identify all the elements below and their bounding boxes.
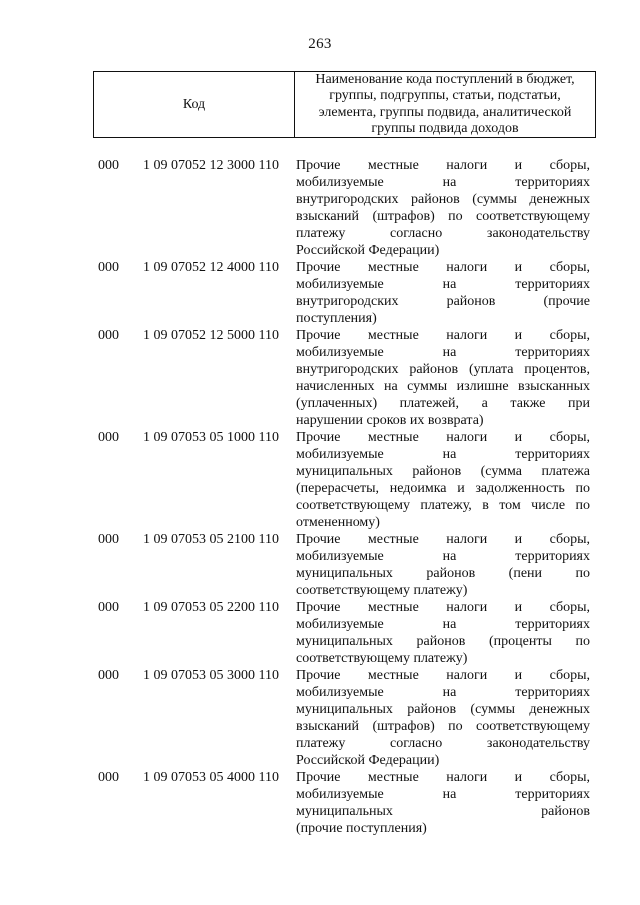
revenue-name-line: (уплаченных) платежей, а также при bbox=[296, 396, 590, 411]
revenue-name-line: платежу согласно законодательству bbox=[296, 736, 590, 751]
revenue-name bbox=[296, 429, 590, 531]
table-row bbox=[98, 429, 590, 531]
revenue-name-line: муниципальных районов (пени по bbox=[296, 566, 590, 581]
table-row bbox=[98, 157, 590, 259]
table-row bbox=[98, 327, 590, 429]
table-row bbox=[98, 531, 590, 599]
table-header bbox=[93, 71, 596, 138]
revenue-code: 1 09 07052 12 3000 110 bbox=[143, 158, 279, 173]
revenue-name-line: муниципальных районов (проценты по bbox=[296, 634, 590, 649]
revenue-name-line: Прочие местные налоги и сборы, bbox=[296, 430, 590, 445]
revenue-name-line: мобилизуемые на территориях bbox=[296, 447, 590, 462]
revenue-code: 1 09 07053 05 1000 110 bbox=[143, 430, 279, 445]
revenue-name-line: мобилизуемые на территориях bbox=[296, 345, 590, 360]
admin-code: 000 bbox=[98, 260, 119, 275]
revenue-name-line: муниципальных районов (сумма платежа bbox=[296, 464, 590, 479]
revenue-name-line: Прочие местные налоги и сборы, bbox=[296, 532, 590, 547]
admin-code: 000 bbox=[98, 158, 119, 173]
revenue-name-line: мобилизуемые на территориях bbox=[296, 277, 590, 292]
revenue-code: 1 09 07053 05 3000 110 bbox=[143, 668, 279, 683]
admin-code: 000 bbox=[98, 668, 119, 683]
revenue-name-line: Прочие местные налоги и сборы, bbox=[296, 668, 590, 683]
revenue-name-line: мобилизуемые на территориях bbox=[296, 175, 590, 190]
header-code: Код bbox=[94, 72, 295, 137]
revenue-name-line: Российской Федерации) bbox=[296, 243, 440, 258]
header-name-line: элемента, группы подвида, аналитической bbox=[318, 104, 572, 120]
admin-code: 000 bbox=[98, 328, 119, 343]
revenue-name bbox=[296, 667, 590, 769]
revenue-name-line: Прочие местные налоги и сборы, bbox=[296, 770, 590, 785]
revenue-name-line: мобилизуемые на территориях bbox=[296, 685, 590, 700]
revenue-name-line: мобилизуемые на территориях bbox=[296, 787, 590, 802]
revenue-name-line: Прочие местные налоги и сборы, bbox=[296, 600, 590, 615]
header-name-line: группы, подгруппы, статьи, подстатьи, bbox=[329, 88, 561, 103]
revenue-name-line: отмененному) bbox=[296, 515, 380, 530]
revenue-name-line: взысканий (штрафов) по соответствующему bbox=[296, 719, 590, 734]
revenue-name-line: начисленных на суммы излишне взысканных bbox=[296, 379, 590, 394]
revenue-name-line: муниципальных районов (суммы денежных bbox=[296, 702, 590, 717]
revenue-name bbox=[296, 259, 590, 327]
admin-code: 000 bbox=[98, 430, 119, 445]
revenue-name-line: нарушении сроков их возврата) bbox=[296, 413, 484, 428]
revenue-code: 1 09 07052 12 5000 110 bbox=[143, 328, 279, 343]
revenue-name-line: Российской Федерации) bbox=[296, 753, 440, 768]
revenue-name-line: поступления) bbox=[296, 311, 377, 326]
page-number: 263 bbox=[308, 36, 332, 52]
table-row bbox=[98, 599, 590, 667]
revenue-code: 1 09 07052 12 4000 110 bbox=[143, 260, 279, 275]
revenue-name bbox=[296, 157, 590, 259]
table-row bbox=[98, 667, 590, 769]
table-row bbox=[98, 259, 590, 327]
header-name-line: группы подвида доходов bbox=[371, 121, 519, 136]
header-name bbox=[295, 72, 595, 137]
revenue-name-line: соответствующему платежу, в том числе по bbox=[296, 498, 590, 513]
revenue-name-line: соответствующему платежу) bbox=[296, 651, 468, 666]
revenue-name-line: Прочие местные налоги и сборы, bbox=[296, 260, 590, 275]
revenue-name-line: внутригородских районов (прочие bbox=[296, 294, 590, 309]
revenue-name-line: мобилизуемые на территориях bbox=[296, 549, 590, 564]
revenue-name-line: Прочие местные налоги и сборы, bbox=[296, 158, 590, 173]
revenue-name bbox=[296, 599, 590, 667]
revenue-name-line: внутригородских районов (уплата процентов, bbox=[296, 362, 590, 377]
header-name-line: Наименование кода поступлений в бюджет, bbox=[315, 71, 575, 87]
revenue-name-line: муниципальных районов bbox=[296, 804, 590, 819]
revenue-name-line: соответствующему платежу) bbox=[296, 583, 468, 598]
revenue-name-line: платежу согласно законодательству bbox=[296, 226, 590, 241]
revenue-code: 1 09 07053 05 2100 110 bbox=[143, 532, 279, 547]
revenue-name-line: (перерасчеты, недоимка и задолженность по bbox=[296, 481, 590, 496]
admin-code: 000 bbox=[98, 600, 119, 615]
revenue-name-line: мобилизуемые на территориях bbox=[296, 617, 590, 632]
table-row bbox=[98, 769, 590, 837]
revenue-code: 1 09 07053 05 4000 110 bbox=[143, 770, 279, 785]
revenue-name-line: (прочие поступления) bbox=[296, 821, 427, 836]
revenue-name-line: внутригородских районов (суммы денежных bbox=[296, 192, 590, 207]
revenue-name bbox=[296, 531, 590, 599]
revenue-name bbox=[296, 769, 590, 837]
admin-code: 000 bbox=[98, 770, 119, 785]
revenue-name-line: взысканий (штрафов) по соответствующему bbox=[296, 209, 590, 224]
revenue-code: 1 09 07053 05 2200 110 bbox=[143, 600, 279, 615]
revenue-name-line: Прочие местные налоги и сборы, bbox=[296, 328, 590, 343]
admin-code: 000 bbox=[98, 532, 119, 547]
table-body bbox=[98, 157, 590, 837]
revenue-name bbox=[296, 327, 590, 429]
